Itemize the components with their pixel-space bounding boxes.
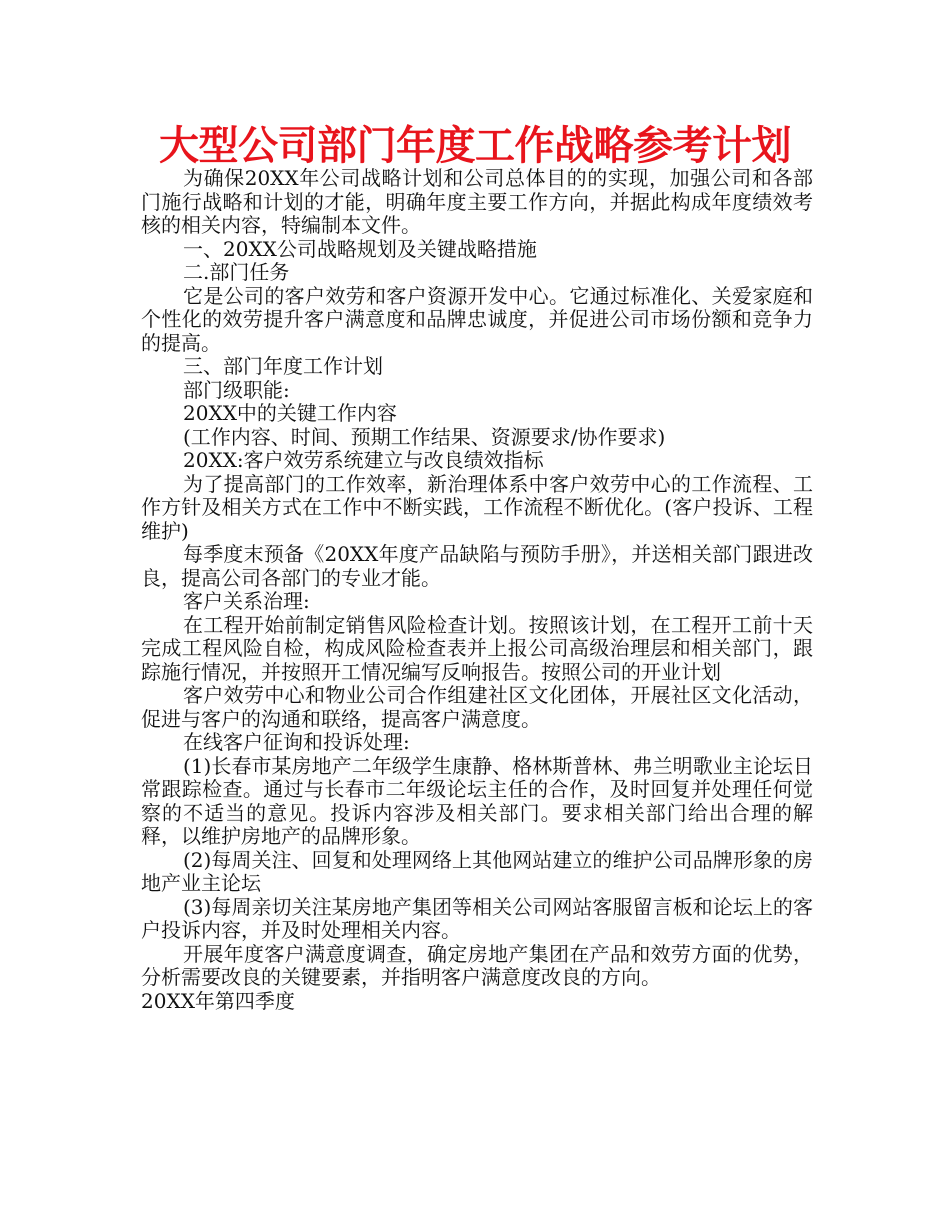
- label-service-system: 20XX:客户效劳系统建立与改良绩效指标: [183, 448, 544, 472]
- paragraph-community: 客户效劳中心和物业公司合作组建社区文化团体，开展社区文化活动，促进与客户的沟通和联络，提高客户满意度。: [141, 683, 813, 731]
- label-customer-relations: 客户关系治理:: [183, 589, 310, 613]
- heading-strategy: 一、20XX公司战略规划及关键战略措施: [183, 236, 537, 261]
- label-work-columns: (工作内容、时间、预期工作结果、资源要求/协作要求): [183, 424, 666, 449]
- heading-annual-plan: 三、部门年度工作计划: [183, 354, 383, 378]
- paragraph-risk-check: 在工程开始前制定销售风险检查计划。按照该计划，在工程开工前十天完成工程风险自检，构成风险检查表并上报公司高级治理层和相关部门，跟踪施行情况，并按照开工情况编写反响报告。按照公司的开业计划: [141, 612, 813, 684]
- paragraph-item-1: (1)长春市某房地产二年级学生康静、格林斯普林、弗兰明歌业主论坛日常跟踪检查。通过与长春市二年级论坛主任的合作，及时回复并处理任何觉察的不适当的意见。投诉内容涉及相关部门。要求相关部门给出合理的解释，以维护房地产的品牌形象。: [141, 753, 813, 848]
- paragraph-item-2: (2)每周关注、回复和处理网络上其他网站建立的维护公司品牌形象的房地产业主论坛: [141, 847, 813, 895]
- label-online-complaints: 在线客户征询和投诉处理:: [183, 730, 410, 754]
- paragraph-efficiency: 为了提高部门的工作效率，新治理体系中客户效劳中心的工作流程、工作方针及相关方式在工作中不断实践，工作流程不断优化。(客户投诉、工程维护): [141, 471, 813, 543]
- paragraph-item-3: (3)每周亲切关注某房地产集团等相关公司网站客服留言板和论坛上的客户投诉内容，并及时处理相关内容。: [141, 894, 813, 942]
- label-key-work: 20XX中的关键工作内容: [183, 401, 397, 425]
- paragraph-q4: 20XX年第四季度: [141, 988, 295, 1013]
- label-department-functions: 部门级职能:: [183, 377, 290, 402]
- paragraph-intro: 为确保20XX年公司战略计划和公司总体目的的实现，加强公司和各部门施行战略和计划的才能，明确年度主要工作方向，并据此构成年度绩效考核的相关内容，特编制本文件。: [141, 166, 813, 237]
- paragraph-quarterly-manual: 每季度末预备《20XX年度产品缺陷与预防手册》，并送相关部门跟进改良，提高公司各部门的专业才能。: [141, 542, 813, 590]
- paragraph-mission: 它是公司的客户效劳和客户资源开发中心。它通过标准化、关爱家庭和个性化的效劳提升客户满意度和品牌忠诚度，并促进公司市场份额和竞争力的提高。: [141, 283, 813, 355]
- document-title: 大型公司部门年度工作战略参考计划: [159, 123, 791, 169]
- document-body: [141, 167, 813, 1013]
- paragraph-satisfaction-survey: 开展年度客户满意度调查，确定房地产集团在产品和效劳方面的优势，分析需要改良的关键要素，并指明客户满意度改良的方向。: [141, 941, 813, 989]
- heading-mission: 二.部门任务: [183, 260, 290, 284]
